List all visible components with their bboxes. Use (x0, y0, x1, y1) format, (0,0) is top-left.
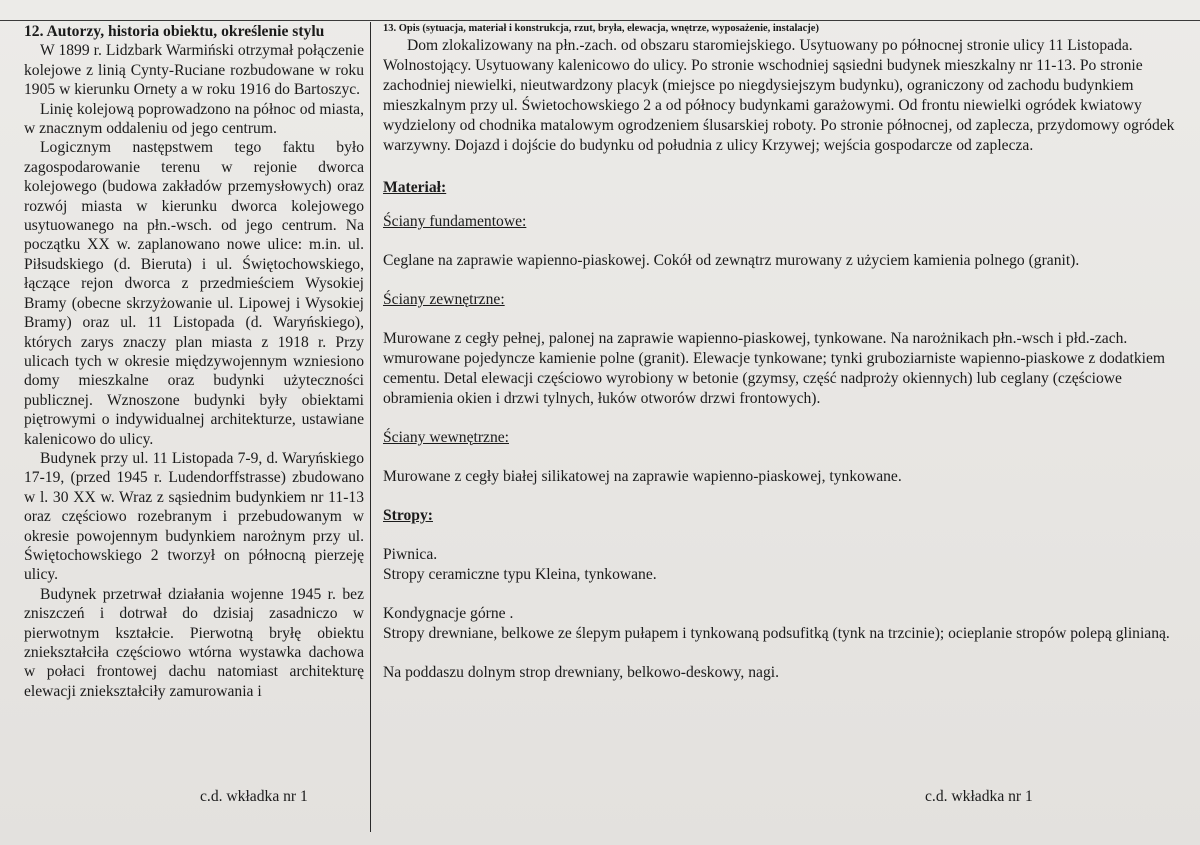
right-footer-note: c.d. wkładka nr 1 (925, 788, 1033, 805)
internal-walls-title: Ściany wewnętrzne: (383, 429, 509, 446)
piwnica-label: Piwnica. (383, 546, 438, 563)
fundament-title: Ściany fundamentowe: (383, 213, 527, 230)
left-column (24, 22, 364, 701)
section-12-heading: 12. Autorzy, historia obiektu, określenie stylu (24, 23, 325, 40)
history-paragraph-2: Linię kolejową poprowadzono na północ od miasta, w znacznym oddaleniu od jego centrum. (24, 100, 364, 138)
attic-text: Na poddaszu dolnym strop drewniany, belkowo-deskowy, nagi. (383, 664, 779, 681)
left-footer-note: c.d. wkładka nr 1 (200, 788, 308, 805)
external-walls-title: Ściany zewnętrzne: (383, 291, 505, 308)
upper-floors-label: Kondygnacje górne . (383, 605, 514, 622)
history-paragraph-1: W 1899 r. Lidzbark Warmiński otrzymał połączenie kolejowe z linią Cynty-Ruciane rozbudowane w roku 1905 w kierunku Ornety a w roku 1916 do Bartoszyc. (24, 42, 364, 99)
material-title: Materiał: (383, 179, 447, 196)
history-paragraph-5: Budynek przetrwał działania wojenne 1945 r. bez zniszczeń i dotrwał do dzisiaj zasadniczo w pierwotnym kształcie. Pierwotną bryłę obiektu zniekształciła częściowo wtórna wystawka dachowa w połaci frontowej dachu natomiast architekturę elewacji zniekształciły zamurowania i (24, 585, 364, 700)
section-13-heading: 13. Opis (sytuacja, materiał i konstrukcja, rzut, bryła, elewacja, wnętrze, wyposażenie, instalacje) (383, 23, 819, 34)
external-walls-text: Murowane z cegły pełnej, palonej na zaprawie wapienno-piaskowej, tynkowane. Na narożnikach płn.-wsch i płd.-zach. wmurowane pojedyncze kamienie polne (granit). Elewacje tynkowane; tynki gruboziarniste wapienno-piaskowe z dodatkiem cementu. Detal elewacji częściowo wyrobiony w betonie (gzymsy, część nadproży okiennych) lub ceglany (częściowe obramienia okien i drzwi tylnych, łuków otworów drzwi frontowych). (383, 330, 1166, 407)
history-paragraph-3: Logicznym następstwem tego faktu było zagospodarowanie terenu w rejonie dworca kolejowego (budowa zakładów przemysłowych) oraz rozwój miasta w kierunku dworca kolejowego usytuowanego na płn.-wsch. od jego centrum. Na początku XX w. zaplanowano nowe ulice: m.in. ul. Piłsudskiego (d. Bieruta) i ul. Świętochowskiego, łączące rejon dworca z przedmieściem Wysokiej Bramy (obecne skrzyżowanie ul. Lipowej i Wysokiej Bramy) oraz ul. 11 Listopada (d. Waryńskiego), których zarys znaczy plan miasta z 1918 r. Przy ulicach tych w okresie międzywojennym wzniesiono domy mieszkalne oraz budynki użyteczności publicznej. Wznoszone budynki były obiektami piętrowymi o indywidualnej architekturze, ustawiane kalenicowo do ulicy. (24, 139, 364, 448)
fundament-text: Ceglane na zaprawie wapienno-piaskowej. Cokół od zewnątrz murowany z użyciem kamienia polnego (granit). (383, 252, 1080, 269)
upper-floors-text: Stropy drewniane, belkowe ze ślepym pułapem i tynkowaną podsufitką (tynk na trzcinie); ocieplanie stropów polepą glinianą. (383, 625, 1170, 642)
column-divider (370, 22, 371, 832)
top-rule (0, 0, 1200, 21)
internal-walls-text: Murowane z cegły białej silikatowej na zaprawie wapienno-piaskowej, tynkowane. (383, 468, 902, 485)
right-column (383, 22, 1183, 683)
description-intro: Dom zlokalizowany na płn.-zach. od obszaru staromiejskiego. Usytuowany po północnej stronie ulicy 11 Listopada. Wolnostojący. Usytuowany kalenicowo do ulicy. Po stronie wschodniej sąsiedni budynek mieszkalny nr 11-13. Po stronie zachodniej niewielki, nieutwardzony placyk (miejsce po niegdysiejszym budynku), ograniczony od zachodu budynkiem mieszkalnym przy ul. Świetochowskiego 2 a od północy budynkami garażowymi. Od frontu niewielki ogródek kwiatowy wydzielony od chodnika matalowym ogrodzeniem ślusarskiej roboty. Po stronie północnej, od zaplecza, przydomowy ogródek warzywny. Dojazd i dojście do budynku od południa z ulicy Krzywej; wejścia gospodarcze od zaplecza. (383, 37, 1175, 154)
piwnica-text: Stropy ceramiczne typu Kleina, tynkowane. (383, 566, 657, 583)
history-paragraph-4: Budynek przy ul. 11 Listopada 7-9, d. Waryńskiego 17-19, (przed 1945 r. Ludendorffstrasse) zbudowano w l. 30 XX w. Wraz z sąsiednim budynkiem nr 11-13 oraz częściowo rozebranym i przebudowanym w okresie powojennym budynkiem narożnym przy ul. Świętochowskiego 2 tworzył on północną pierzeję ulicy. (24, 449, 364, 584)
stropy-title: Stropy: (383, 507, 433, 524)
